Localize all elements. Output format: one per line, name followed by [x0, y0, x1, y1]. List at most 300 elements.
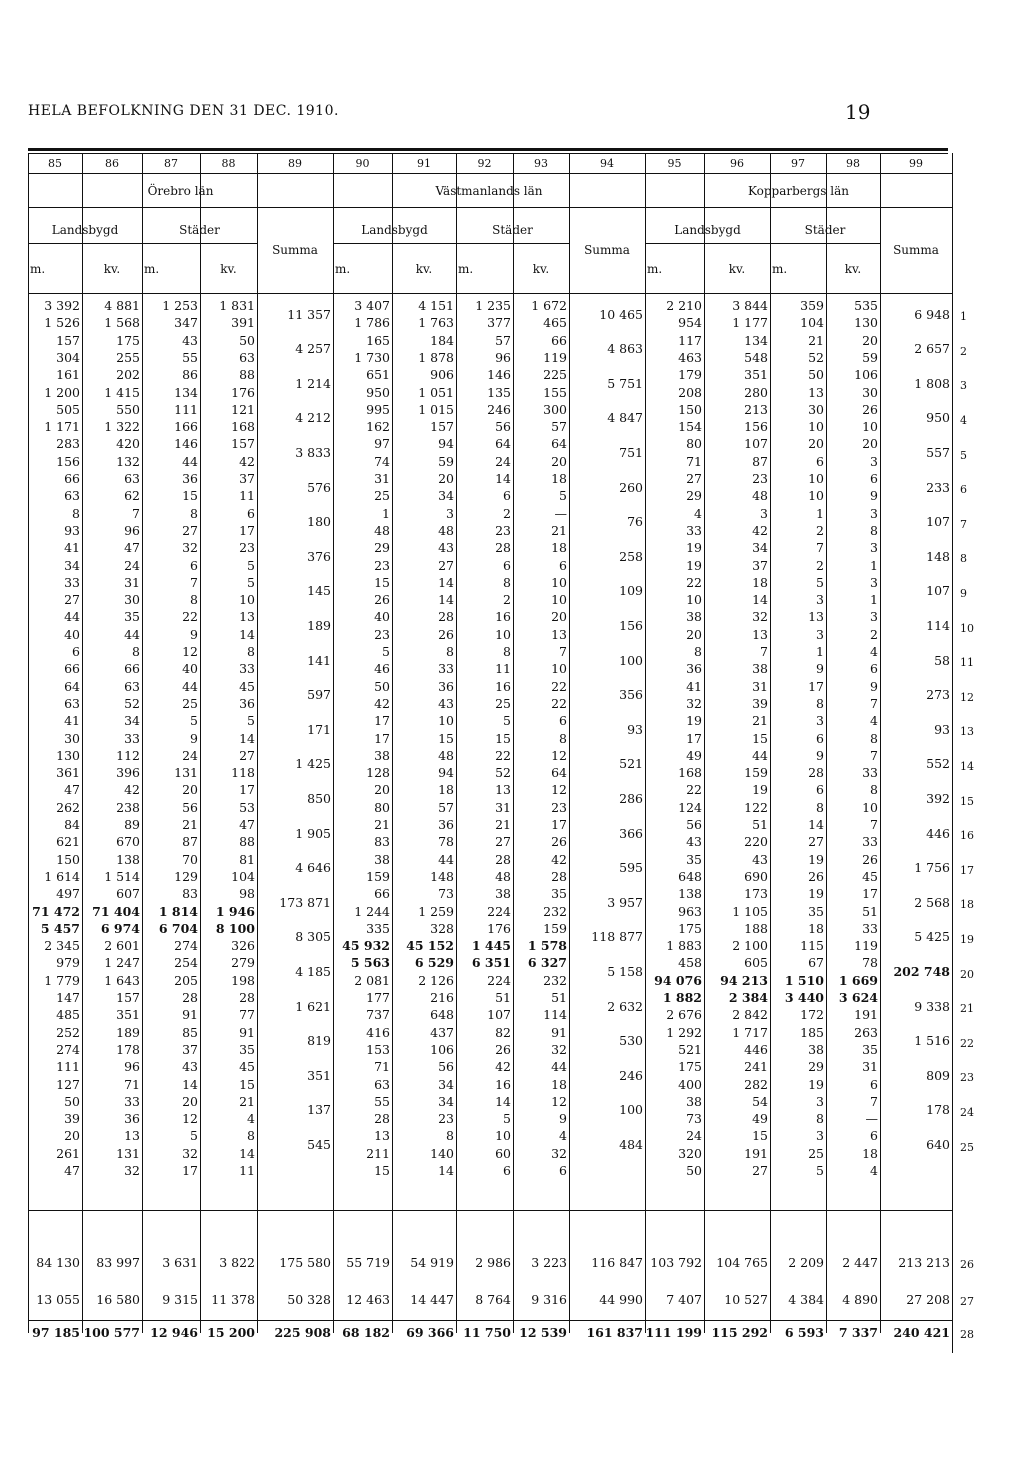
- summa-cell: 1 516: [914, 1033, 950, 1049]
- data-cell: 13: [495, 782, 511, 798]
- data-cell: 224: [487, 972, 511, 988]
- data-cell: 37: [239, 471, 255, 486]
- data-cell: 38: [808, 1041, 824, 1057]
- women-label: kv.: [415, 262, 433, 276]
- region-name: Kopparbergs län: [747, 184, 849, 198]
- data-cell: 159: [366, 868, 390, 884]
- data-cell: 23: [495, 522, 511, 538]
- data-cell: 1 779: [44, 972, 80, 988]
- data-cell: 2 601: [104, 938, 140, 954]
- summa-cell: 3 833: [295, 445, 331, 461]
- data-cell: 3: [870, 453, 878, 469]
- data-cell: 220: [744, 834, 768, 850]
- data-cell: 66: [374, 886, 390, 902]
- total-cell: 14 447: [410, 1292, 454, 1307]
- data-cell: 2 384: [728, 990, 768, 1005]
- data-cell: 83: [374, 834, 390, 850]
- data-cell: 33: [239, 661, 255, 677]
- row-number: 23: [960, 1071, 974, 1085]
- data-cell: 107: [487, 1007, 511, 1023]
- data-cell: 96: [124, 522, 140, 538]
- data-cell: 114: [543, 1007, 567, 1023]
- data-cell: 5: [559, 488, 567, 504]
- data-cell: 6: [559, 1163, 567, 1178]
- data-cell: 737: [366, 1007, 390, 1023]
- data-cell: 48: [438, 522, 454, 538]
- data-cell: 3: [816, 592, 824, 608]
- summa-cell: 366: [619, 825, 643, 841]
- data-cell: 10: [862, 799, 878, 815]
- data-cell: 38: [686, 609, 702, 625]
- data-cell: 1 763: [418, 315, 454, 331]
- data-cell: 25: [495, 695, 511, 711]
- data-cell: 10: [686, 592, 702, 608]
- data-cell: 42: [374, 695, 390, 711]
- data-cell: 56: [495, 419, 511, 435]
- column-divider: [770, 153, 771, 1333]
- totals-line: [28, 1320, 952, 1321]
- data-cell: 71 404: [92, 903, 140, 919]
- header-line: [28, 293, 952, 294]
- data-cell: 4 881: [104, 298, 140, 313]
- data-cell: 6: [816, 782, 824, 798]
- data-cell: 4: [694, 505, 702, 521]
- data-cell: 10: [551, 574, 567, 590]
- data-cell: 5 457: [40, 920, 80, 936]
- data-cell: 93: [64, 522, 80, 538]
- row-number: 19: [960, 932, 974, 946]
- total-row-number: 27: [960, 1295, 974, 1308]
- data-cell: 18: [752, 574, 768, 590]
- data-cell: 1 235: [475, 298, 511, 313]
- data-cell: 36: [124, 1111, 140, 1127]
- total-cell: 213 213: [898, 1255, 950, 1270]
- data-cell: 2 081: [354, 972, 390, 988]
- landsbygd-label: Landsbygd: [674, 223, 741, 237]
- data-cell: 47: [64, 782, 80, 798]
- men-label: m.: [458, 262, 474, 276]
- column-number: 85: [48, 157, 62, 170]
- data-cell: 3 844: [732, 298, 768, 313]
- data-cell: 2: [816, 557, 824, 573]
- data-cell: 274: [56, 1041, 80, 1057]
- data-cell: 57: [495, 332, 511, 348]
- data-cell: 420: [116, 436, 140, 452]
- data-cell: 42: [495, 1059, 511, 1075]
- data-cell: 88: [239, 834, 255, 850]
- data-cell: 32: [551, 1041, 567, 1057]
- total-cell: 3 822: [219, 1255, 255, 1270]
- data-cell: 56: [438, 1059, 454, 1075]
- data-cell: 33: [862, 765, 878, 781]
- data-cell: 14: [239, 730, 255, 746]
- data-cell: 27: [808, 834, 824, 850]
- data-cell: 175: [116, 332, 140, 348]
- data-cell: 6: [559, 713, 567, 729]
- data-cell: 1 415: [104, 384, 140, 400]
- data-cell: 176: [487, 920, 511, 936]
- data-cell: 118: [231, 765, 255, 781]
- data-cell: 26: [495, 1041, 511, 1057]
- data-cell: 4: [247, 1111, 255, 1127]
- data-cell: 39: [64, 1111, 80, 1127]
- data-cell: 17: [862, 886, 878, 902]
- data-cell: 146: [174, 436, 198, 452]
- data-cell: 104: [231, 868, 255, 884]
- data-cell: 130: [854, 315, 878, 331]
- data-cell: 3: [816, 626, 824, 642]
- data-cell: 7: [760, 644, 768, 659]
- data-cell: 17: [686, 730, 702, 746]
- data-cell: 131: [116, 1145, 140, 1161]
- data-cell: 134: [744, 332, 768, 348]
- summa-cell: 189: [307, 618, 331, 634]
- data-cell: 175: [678, 1059, 702, 1075]
- data-cell: 13: [808, 609, 824, 625]
- data-cell: 32: [182, 1145, 198, 1161]
- data-cell: 64: [64, 678, 80, 694]
- data-cell: 159: [543, 920, 567, 936]
- data-cell: 198: [231, 972, 255, 988]
- data-cell: 12: [182, 1111, 198, 1127]
- data-cell: 156: [744, 419, 768, 435]
- data-cell: 6: [72, 644, 80, 659]
- data-cell: 1: [382, 505, 390, 521]
- column-divider: [569, 153, 570, 1333]
- data-cell: 18: [551, 1076, 567, 1092]
- data-cell: 2 100: [732, 938, 768, 954]
- data-cell: 16: [495, 678, 511, 694]
- data-cell: 963: [678, 903, 702, 919]
- data-cell: 30: [64, 730, 80, 746]
- summa-cell: 180: [307, 514, 331, 530]
- data-cell: 63: [124, 678, 140, 694]
- data-cell: 17: [182, 1163, 198, 1178]
- data-cell: 11: [239, 488, 255, 504]
- data-cell: 184: [430, 332, 454, 348]
- data-cell: 49: [752, 1111, 768, 1127]
- column-number: 87: [164, 157, 178, 170]
- data-cell: 20: [551, 609, 567, 625]
- data-cell: 94 076: [654, 972, 702, 988]
- data-cell: 122: [744, 799, 768, 815]
- summa-cell: 545: [307, 1137, 331, 1153]
- data-cell: 5: [503, 1111, 511, 1127]
- data-cell: 361: [56, 765, 80, 781]
- data-cell: 45: [862, 868, 878, 884]
- row-number: 9: [960, 586, 967, 600]
- data-cell: 24: [182, 747, 198, 763]
- data-cell: 232: [543, 903, 567, 919]
- column-divider: [28, 153, 29, 1333]
- data-cell: 59: [862, 349, 878, 365]
- landsbygd-label: Landsbygd: [361, 223, 428, 237]
- data-cell: 211: [366, 1145, 390, 1161]
- data-cell: 22: [495, 747, 511, 763]
- data-cell: 548: [744, 349, 768, 365]
- data-cell: 7: [559, 644, 567, 659]
- data-cell: 485: [56, 1007, 80, 1023]
- data-cell: 34: [438, 488, 454, 504]
- summa-cell: 595: [619, 860, 643, 876]
- data-cell: 4 151: [418, 298, 454, 313]
- summa-cell: 8 305: [295, 929, 331, 945]
- data-cell: 4: [870, 1163, 878, 1178]
- data-cell: 10: [551, 592, 567, 608]
- summa-cell: 950: [926, 410, 950, 426]
- data-cell: 8: [870, 782, 878, 798]
- data-cell: 12: [551, 1093, 567, 1109]
- data-cell: 8: [132, 644, 140, 659]
- data-cell: 33: [862, 920, 878, 936]
- row-number: 21: [960, 1002, 974, 1016]
- data-cell: 18: [438, 782, 454, 798]
- data-cell: 111: [56, 1059, 80, 1075]
- data-cell: 28: [239, 990, 255, 1005]
- data-cell: 254: [174, 955, 198, 971]
- data-cell: 335: [366, 920, 390, 936]
- summa-cell: 5 158: [607, 964, 643, 980]
- data-cell: 505: [56, 401, 80, 417]
- total-cell: 50 328: [287, 1292, 331, 1307]
- data-cell: 23: [374, 626, 390, 642]
- women-label: kv.: [532, 262, 550, 276]
- summa-cell: 148: [926, 548, 950, 564]
- data-cell: 263: [854, 1024, 878, 1040]
- data-cell: 30: [862, 384, 878, 400]
- total-cell: 12 539: [519, 1325, 567, 1340]
- data-cell: 43: [182, 1059, 198, 1075]
- data-cell: 12: [551, 747, 567, 763]
- summa-cell: 2 632: [607, 998, 643, 1014]
- data-cell: 1: [816, 505, 824, 521]
- total-cell: 11 750: [463, 1325, 511, 1340]
- data-cell: 27: [182, 522, 198, 538]
- row-number: 20: [960, 967, 974, 981]
- data-cell: 550: [116, 401, 140, 417]
- data-cell: 28: [551, 868, 567, 884]
- data-cell: 84: [64, 817, 80, 832]
- data-cell: 66: [64, 661, 80, 677]
- data-cell: 42: [124, 782, 140, 798]
- data-cell: 86: [182, 367, 198, 383]
- women-label: kv.: [103, 262, 121, 276]
- column-number: 89: [288, 157, 302, 170]
- row-number: 10: [960, 621, 974, 635]
- data-cell: 156: [56, 453, 80, 469]
- column-number: 95: [667, 157, 682, 170]
- row-number: 1: [960, 310, 967, 324]
- summa-cell: 392: [926, 791, 950, 807]
- data-cell: 18: [551, 471, 567, 486]
- data-cell: 1: [870, 557, 878, 573]
- total-cell: 83 997: [96, 1255, 140, 1270]
- data-cell: 59: [438, 453, 454, 469]
- data-cell: 5: [503, 713, 511, 729]
- data-cell: 32: [182, 540, 198, 556]
- data-cell: 35: [808, 903, 824, 919]
- total-cell: 240 421: [893, 1325, 950, 1340]
- data-cell: 146: [487, 367, 511, 383]
- data-cell: 157: [231, 436, 255, 452]
- data-cell: 1 200: [44, 384, 80, 400]
- data-cell: 44: [182, 678, 198, 694]
- data-cell: 1 253: [162, 298, 198, 313]
- data-cell: 14: [495, 471, 511, 486]
- data-cell: 17: [808, 678, 824, 694]
- data-cell: 238: [116, 799, 140, 815]
- data-cell: 6: [559, 557, 567, 573]
- row-number: 5: [960, 448, 967, 462]
- women-label: kv.: [844, 262, 862, 276]
- summa-cell: 521: [619, 756, 643, 772]
- data-cell: 45 152: [406, 938, 454, 954]
- summa-cell: 76: [627, 514, 643, 530]
- column-number: 98: [846, 157, 860, 170]
- data-cell: 2 842: [732, 1007, 768, 1023]
- data-cell: 23: [438, 1111, 454, 1127]
- data-cell: 77: [239, 1007, 255, 1023]
- data-cell: 153: [366, 1041, 390, 1057]
- data-cell: 21: [551, 522, 567, 538]
- summa-cell: 233: [926, 479, 950, 495]
- data-cell: 91: [239, 1024, 255, 1040]
- stader-label: Städer: [179, 223, 220, 237]
- data-cell: 8: [446, 1128, 454, 1144]
- summa-cell: 4 847: [607, 410, 643, 426]
- total-cell: 27 208: [906, 1292, 950, 1307]
- data-cell: 2 126: [418, 972, 454, 988]
- data-cell: 31: [495, 799, 511, 815]
- summa-cell: 114: [926, 618, 950, 634]
- subheader-line: [28, 243, 257, 244]
- data-cell: 21: [182, 817, 198, 832]
- data-cell: 213: [744, 401, 768, 417]
- data-cell: 18: [862, 1145, 878, 1161]
- summa-cell: 202 748: [893, 964, 950, 980]
- data-cell: 46: [374, 661, 390, 677]
- data-cell: 38: [374, 851, 390, 867]
- data-cell: 48: [752, 488, 768, 504]
- top-rule-thick: [28, 148, 948, 151]
- data-cell: 20: [862, 332, 878, 348]
- total-cell: 13 055: [36, 1292, 80, 1307]
- data-cell: 27: [438, 557, 454, 573]
- data-cell: 31: [124, 574, 140, 590]
- data-cell: 33: [124, 730, 140, 746]
- data-cell: 29: [374, 540, 390, 556]
- data-cell: 10: [808, 471, 824, 486]
- data-cell: 5: [247, 713, 255, 729]
- data-cell: 140: [430, 1145, 454, 1161]
- summa-cell: 376: [307, 548, 331, 564]
- data-cell: 437: [430, 1024, 454, 1040]
- row-number: 11: [960, 656, 974, 670]
- data-cell: 1 445: [471, 938, 511, 954]
- data-cell: 33: [686, 522, 702, 538]
- data-cell: 50: [808, 367, 824, 383]
- data-cell: 8: [816, 799, 824, 815]
- row-number: 25: [960, 1140, 974, 1154]
- data-cell: 62: [124, 488, 140, 504]
- data-cell: 41: [686, 678, 702, 694]
- data-cell: 391: [231, 315, 255, 331]
- data-cell: 7: [870, 1093, 878, 1109]
- data-cell: 38: [752, 661, 768, 677]
- row-number: 12: [960, 690, 974, 704]
- summa-cell: 3 957: [607, 894, 643, 910]
- total-cell: 115 292: [711, 1325, 768, 1340]
- summa-cell: 9 338: [914, 998, 950, 1014]
- data-cell: 274: [174, 938, 198, 954]
- summa-cell: 597: [307, 687, 331, 703]
- summa-cell: 446: [926, 825, 950, 841]
- total-cell: 7 407: [666, 1292, 702, 1307]
- data-cell: 5: [247, 557, 255, 573]
- total-cell: 116 847: [591, 1255, 643, 1270]
- summa-cell: 156: [619, 618, 643, 634]
- data-cell: 326: [231, 938, 255, 954]
- data-cell: 1 177: [732, 315, 768, 331]
- data-cell: 1 878: [418, 349, 454, 365]
- data-cell: 56: [182, 799, 198, 815]
- data-cell: 85: [182, 1024, 198, 1040]
- data-cell: 446: [744, 1041, 768, 1057]
- data-cell: 66: [64, 471, 80, 486]
- data-cell: 8: [247, 1128, 255, 1144]
- total-cell: 4 890: [842, 1292, 878, 1307]
- total-cell: 11 378: [211, 1292, 255, 1307]
- data-cell: 96: [124, 1059, 140, 1075]
- data-cell: 34: [438, 1076, 454, 1092]
- total-cell: 3 223: [531, 1255, 567, 1270]
- data-cell: 70: [182, 851, 198, 867]
- row-number: 18: [960, 898, 974, 912]
- data-cell: 2: [816, 522, 824, 538]
- data-cell: 21: [495, 817, 511, 832]
- data-cell: 7: [816, 540, 824, 556]
- data-cell: 5: [382, 644, 390, 659]
- total-cell: 103 792: [650, 1255, 702, 1270]
- data-cell: 1 882: [662, 990, 702, 1005]
- data-cell: 10: [438, 713, 454, 729]
- data-cell: 53: [239, 799, 255, 815]
- data-cell: 129: [174, 868, 198, 884]
- summa-cell: 137: [307, 1102, 331, 1118]
- data-cell: 47: [239, 817, 255, 832]
- data-cell: 50: [239, 332, 255, 348]
- data-cell: 36: [182, 471, 198, 486]
- data-cell: 19: [808, 886, 824, 902]
- men-label: m.: [647, 262, 663, 276]
- data-cell: 14: [438, 574, 454, 590]
- data-cell: 19: [686, 713, 702, 729]
- summa-cell: 10 465: [599, 306, 643, 322]
- data-cell: 50: [64, 1093, 80, 1109]
- summa-cell: 5 425: [914, 929, 950, 945]
- data-cell: 32: [551, 1145, 567, 1161]
- data-cell: 14: [808, 817, 824, 832]
- data-cell: 15: [374, 574, 390, 590]
- row-number: 4: [960, 413, 967, 427]
- data-cell: 8: [816, 1111, 824, 1127]
- total-cell: 7 337: [838, 1325, 878, 1340]
- data-cell: 63: [64, 488, 80, 504]
- column-number: 91: [417, 157, 431, 170]
- data-cell: 36: [686, 661, 702, 677]
- data-cell: 465: [543, 315, 567, 331]
- data-cell: 1 672: [531, 298, 567, 313]
